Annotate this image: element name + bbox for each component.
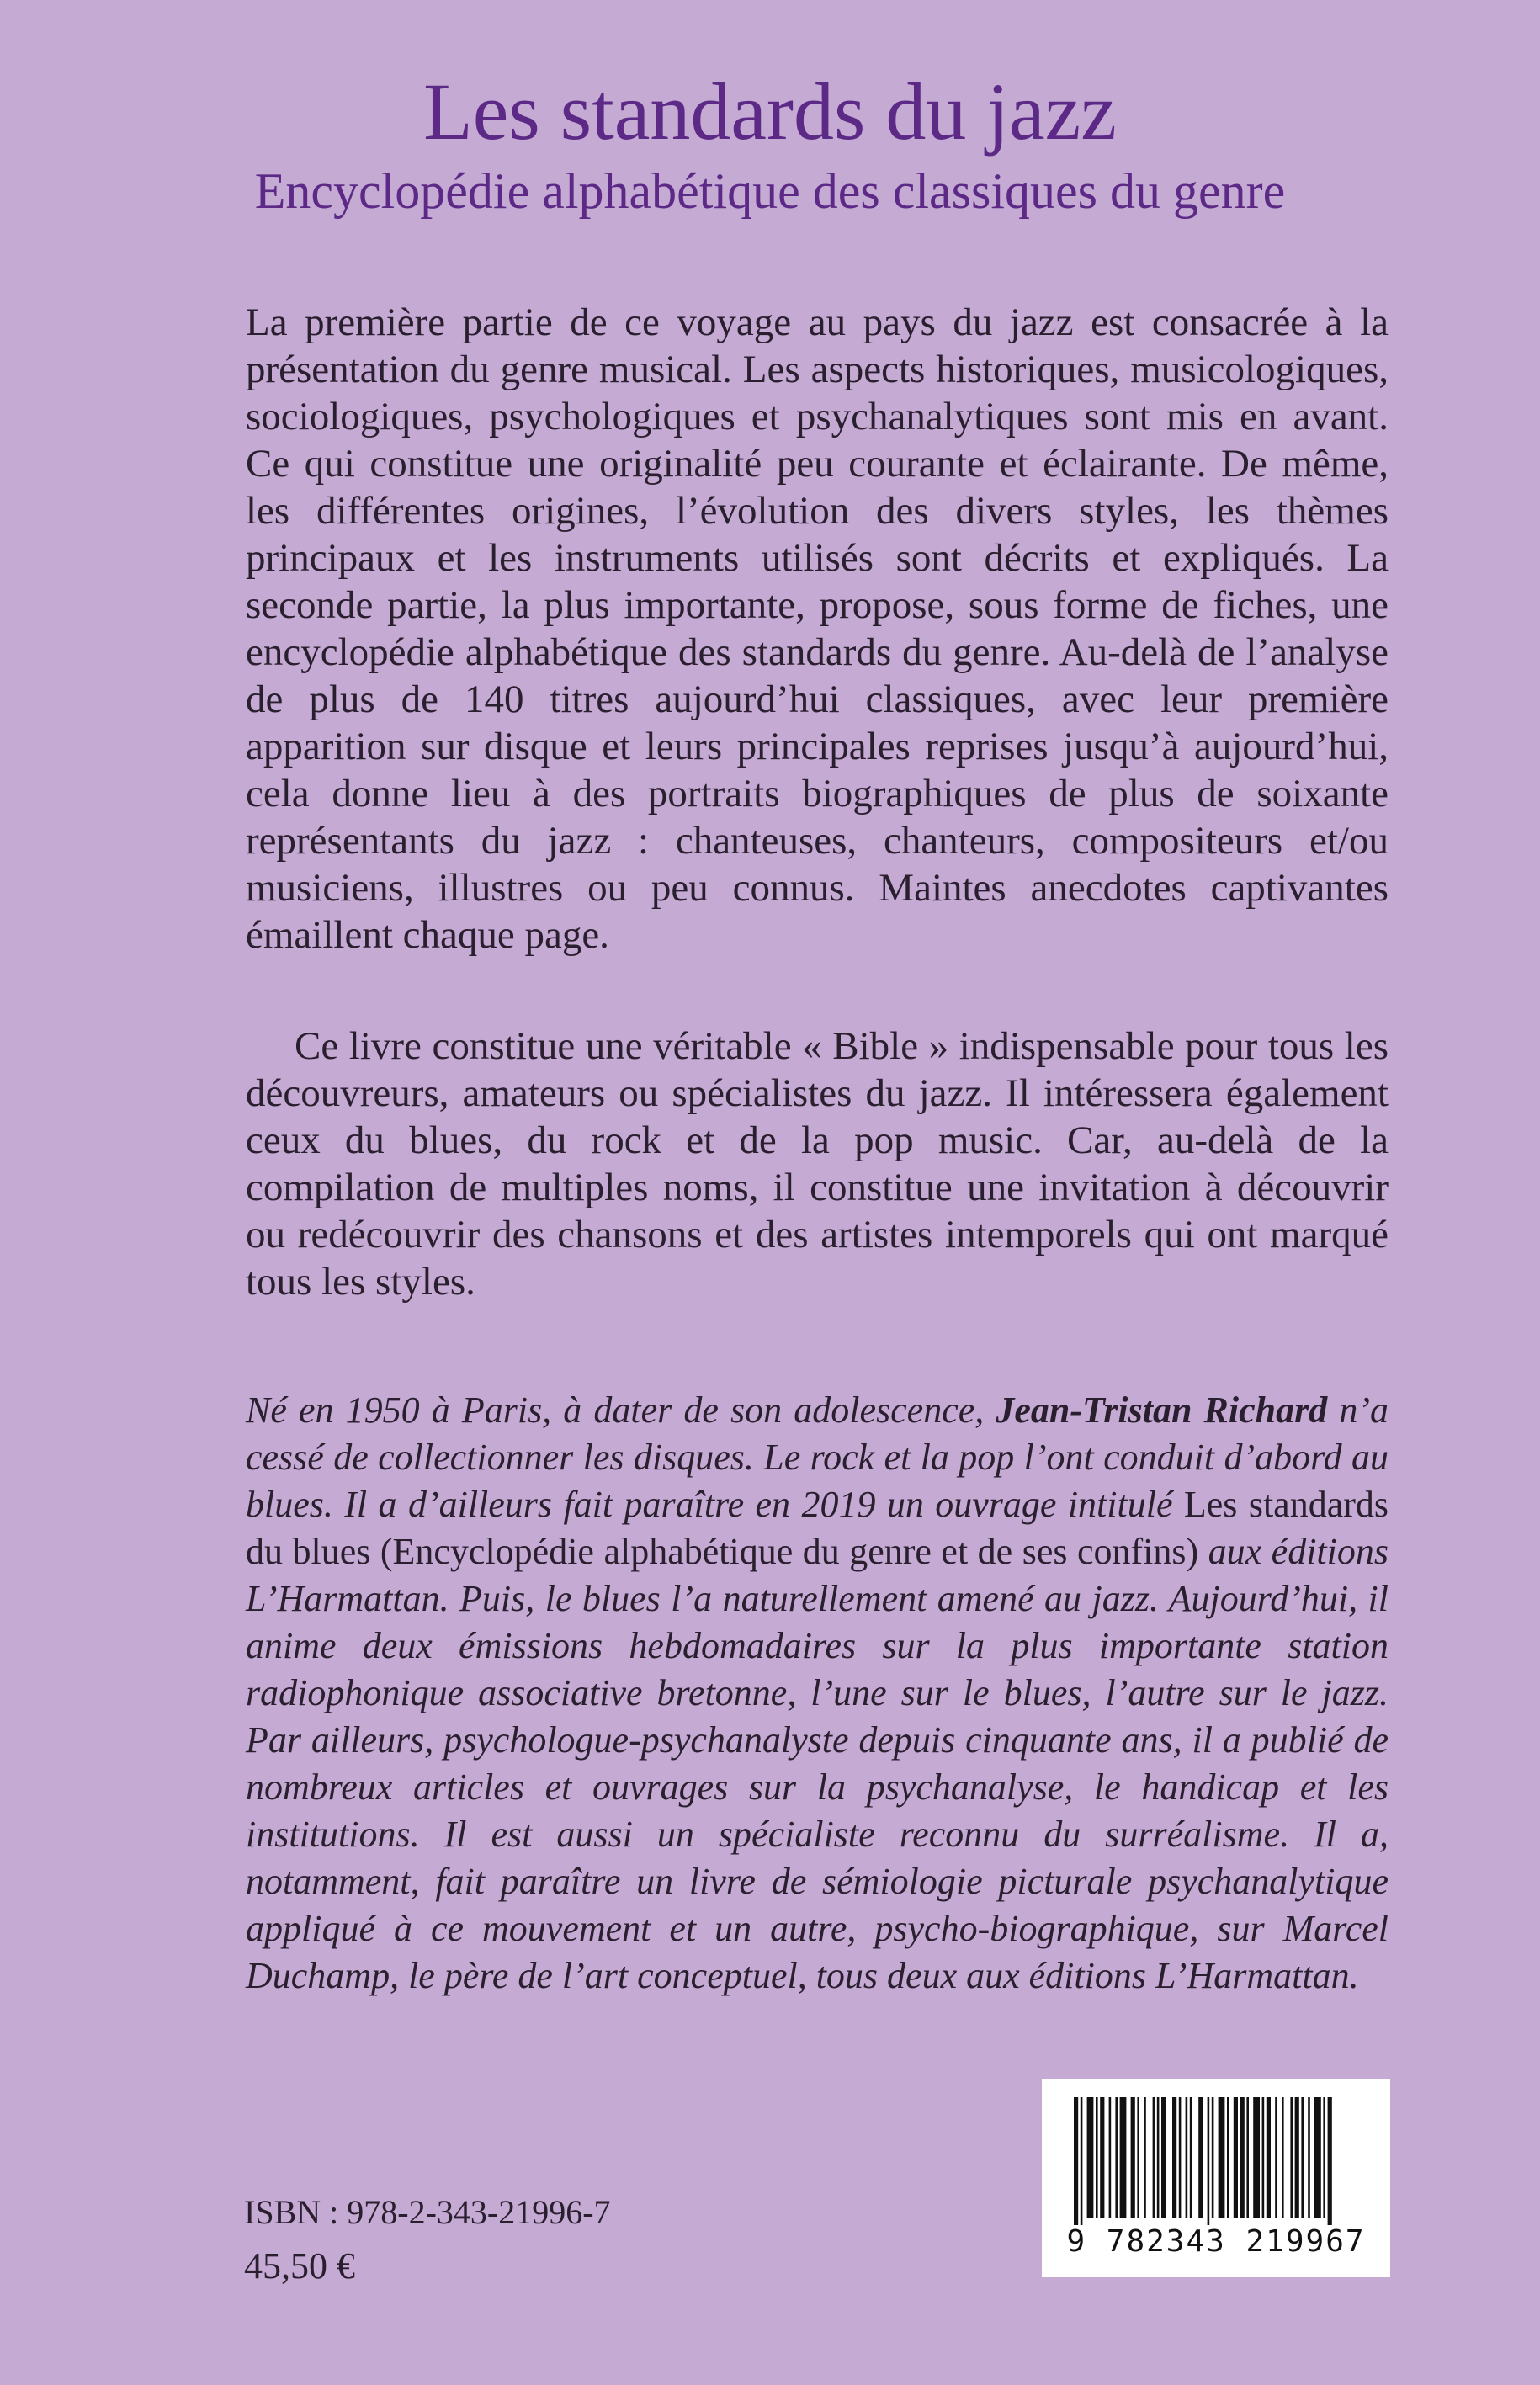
- barcode-bar: [1115, 2097, 1118, 2218]
- barcode-bar: [1240, 2097, 1245, 2218]
- bio-intro: Né en 1950 à Paris, à dater de son adolescence,: [246, 1389, 996, 1431]
- barcode-bar: [1081, 2097, 1083, 2225]
- barcode-bar: [1227, 2097, 1229, 2218]
- author-biography: [246, 1387, 1389, 2000]
- barcode-bar: [1208, 2097, 1210, 2225]
- bio-part-3: aux éditions L’Harmattan. Puis, le blues l’a naturellement amené au jazz. Aujourd’hui, il anime deux émissions hebdomadaires sur la plus importante station radiophonique associative bretonne, l’une sur le blues, l’autre sur le jazz. Par ailleurs, psychologue-psychanalyste depuis cinquante ans, il a publié de nombreux articles et ouvrages sur la psychanalyse, le handicap et les institutions. Il est aussi un spécialiste reconnu du surréalisme. Il a, notamment, fait paraître un livre de sémiologie picturale psychanalytique appliqué à ce mouvement et un autre, psycho-biographique, sur Marcel Duchamp, le père de l’art conceptuel, tous deux aux éditions L’Harmattan.: [246, 1531, 1389, 1996]
- barcode-bar: [1087, 2097, 1094, 2218]
- barcode-bar: [1109, 2097, 1112, 2218]
- barcode-bar: [1100, 2097, 1104, 2218]
- barcode-bar: [1295, 2097, 1299, 2218]
- barcode-bar: [1096, 2097, 1098, 2218]
- description-paragraph-2: Ce livre constitue une véritable « Bible » indispensable pour tous les découvreurs, amateurs ou spécialistes du jazz. Il intéressera également ceux du blues, du rock et de la pop music. Car, au-delà de la compilation de multiples noms, il constitue une invitation à découvrir ou redécouvrir des chansons et des artistes intemporels qui ont marqué tous les styles.: [246, 1024, 1389, 1304]
- barcode-bar: [1301, 2097, 1304, 2218]
- description-paragraph-1: La première partie de ce voyage au pays du jazz est consacrée à la présentation du genre musical. Les aspects historiques, musicologiques, sociologiques, psychologiques et psychanalytiques sont mis en avant. Ce qui constitue une originalité peu courante et éclairante. De même, les différentes origines, l’évolution des divers styles, les thèmes principaux et les instruments utilisés sont décrits et expliqués. La seconde partie, la plus importante, propose, sous forme de fiches, une encyclopédie alphabétique des standards du genre. Au-delà de l’analyse de plus de 140 titres aujourd’hui classiques, avec leur première apparition sur disque et leurs principales reprises jusqu’à aujourd’hui, cela donne lieu à des portraits biographiques de plus de soixante représentants du jazz : chanteuses, chanteurs, compositeurs et/ou musiciens, illustres ou peu connus. Maintes anecdotes captivantes émaillent chaque page.: [246, 300, 1389, 957]
- barcode-bar: [1246, 2097, 1249, 2218]
- barcode-bar: [1153, 2097, 1155, 2218]
- barcode-bar: [1323, 2097, 1325, 2218]
- barcode: [1042, 2079, 1390, 2277]
- previous-book-title: Les standards du blues (Encyclopédie alphabétique du genre et de ses confins): [246, 1484, 1389, 1572]
- barcode-bar: [1179, 2097, 1182, 2218]
- barcode-bar: [1186, 2097, 1188, 2218]
- bio-part-2: n’a cessé de collectionner les disques. Le rock et la pop l’ont conduit d’abord au blues. Il a d’ailleurs fait paraître en 2019 un ouvrage intitulé: [246, 1389, 1389, 1525]
- barcode-bar: [1137, 2097, 1139, 2218]
- barcode-bar: [1172, 2097, 1176, 2218]
- barcode-digits: 9 782343 219967: [1066, 2224, 1366, 2259]
- barcode-bar: [1131, 2097, 1135, 2218]
- barcode-bar: [1219, 2097, 1225, 2218]
- barcode-bar: [1314, 2097, 1321, 2218]
- barcode-bar: [1253, 2097, 1260, 2218]
- barcode-bar: [1267, 2097, 1271, 2218]
- barcode-bar: [1290, 2097, 1293, 2218]
- price-label: 45,50 €: [244, 2245, 355, 2287]
- barcode-bar: [1161, 2097, 1166, 2218]
- barcode-bar: [1074, 2097, 1078, 2225]
- barcode-bar: [1308, 2097, 1310, 2218]
- book-title: Les standards du jazz: [423, 66, 1117, 157]
- book-subtitle: Encyclopédie alphabétique des classiques du genre: [254, 163, 1286, 219]
- barcode-bar: [1328, 2097, 1332, 2225]
- barcode-bar: [1120, 2097, 1127, 2218]
- barcode-bar: [1212, 2097, 1214, 2218]
- barcode-bar: [1234, 2097, 1238, 2218]
- barcode-bar: [1144, 2097, 1146, 2218]
- barcode-bar: [1275, 2097, 1277, 2218]
- author-name: Jean-Tristan Richard: [996, 1389, 1328, 1431]
- barcode-bar: [1282, 2097, 1284, 2218]
- barcode-bar: [1262, 2097, 1265, 2218]
- barcode-bar: [1157, 2097, 1160, 2218]
- isbn-label: ISBN : 978-2-343-21996-7: [244, 2193, 611, 2231]
- barcode-bar: [1198, 2097, 1203, 2218]
- barcode-bar: [1190, 2097, 1192, 2218]
